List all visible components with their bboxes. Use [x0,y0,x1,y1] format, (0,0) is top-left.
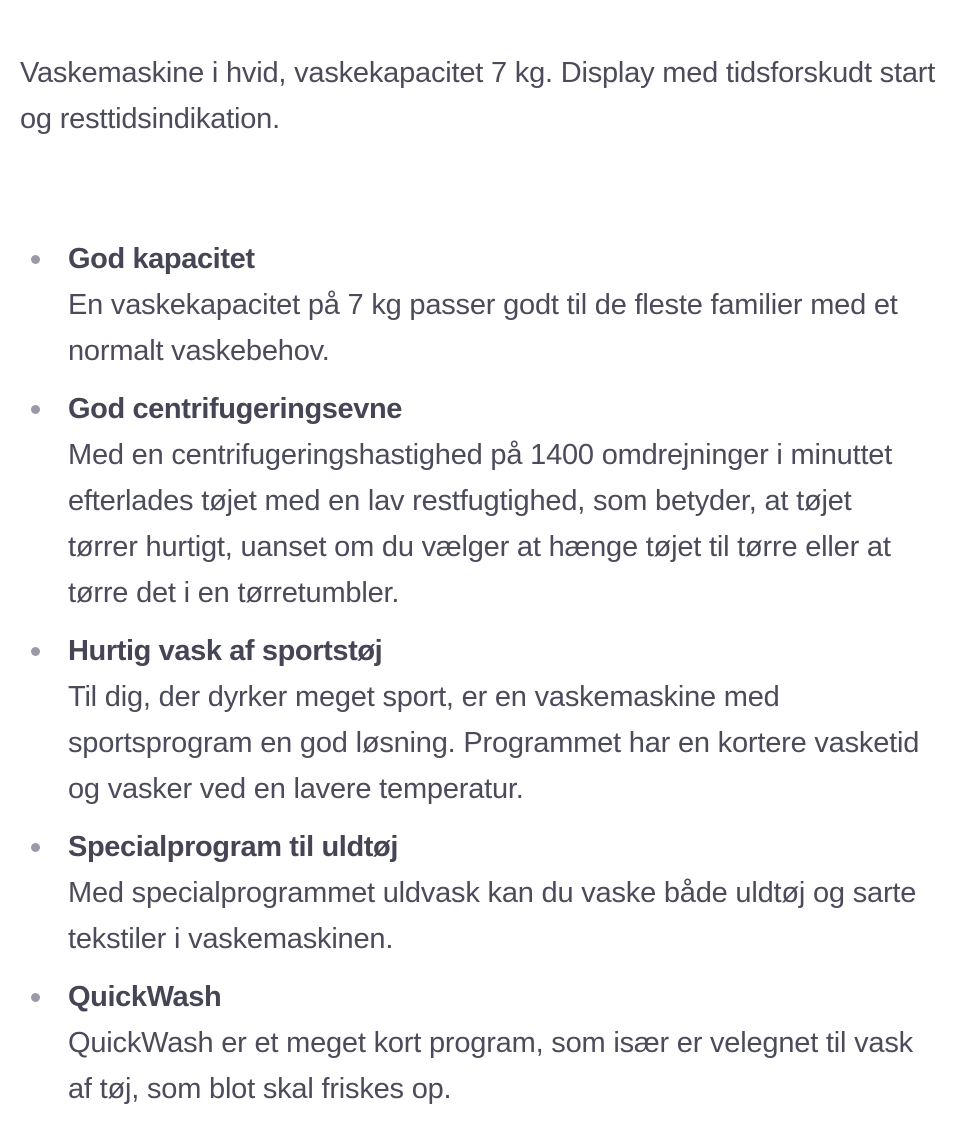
feature-title: God centrifugeringsevne [68,393,403,425]
list-item [20,628,940,812]
feature-title: QuickWash [68,981,222,1013]
feature-title: Hurtig vask af sportstøj [68,635,383,667]
bullet-icon [31,647,40,656]
feature-list [20,236,940,1112]
feature-description: En vaskekapacitet på 7 kg passer godt til de fleste familier med et normalt vaskebehov. [68,289,898,367]
feature-title: Specialprogram til uldtøj [68,831,398,863]
feature-description: Med en centrifugeringshastighed på 1400 omdrejninger i minuttet efterlades tøjet med en lav restfugtighed, som betyder, at tøjet tørrer hurtigt, uanset om du vælger at hænge tøjet til tørre eller at tørre det i en tørretumbler. [68,439,893,609]
feature-description: Til dig, der dyrker meget sport, er en vaskemaskine med sportsprogram en god løsning. Programmet har en kortere vasketid og vasker ved en lavere temperatur. [68,681,920,805]
bullet-icon [31,405,40,414]
list-item [20,824,940,962]
bullet-icon [31,843,40,852]
bullet-icon [31,993,40,1002]
list-item [20,386,940,616]
bullet-icon [31,255,40,264]
feature-title: God kapacitet [68,243,255,275]
intro-text: Vaskemaskine i hvid, vaskekapacitet 7 kg. Display med tidsforskudt start og resttidsindikation. [20,57,936,135]
list-item [20,236,940,374]
feature-description: QuickWash er et meget kort program, som især er velegnet til vask af tøj, som blot skal friskes op. [68,1027,913,1105]
feature-description: Med specialprogrammet uldvask kan du vaske både uldtøj og sarte tekstiler i vaskemaskinen. [68,877,917,955]
list-item [20,974,940,1112]
